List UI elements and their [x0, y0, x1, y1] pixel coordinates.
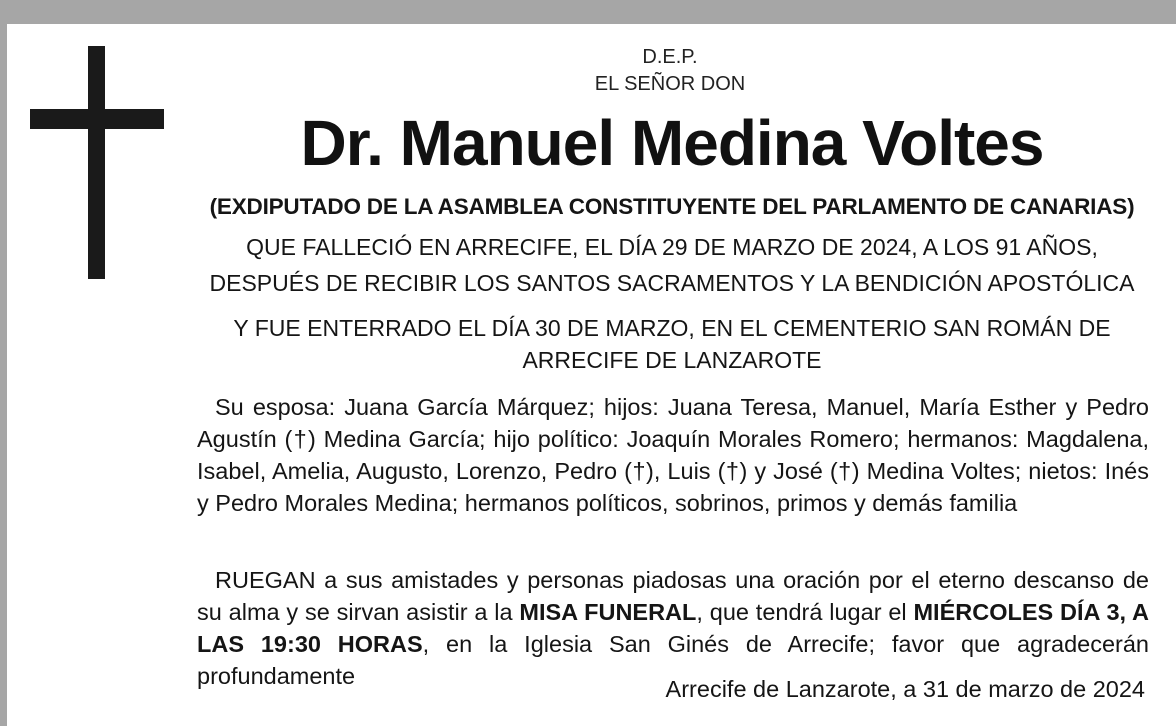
misa-funeral-label: MISA FUNERAL: [519, 599, 697, 625]
burial-line-1: Y FUE ENTERRADO EL DÍA 30 DE MARZO, EN EL CEMENTERIO SAN ROMÁN DE: [233, 315, 1111, 341]
title-line: EL SEÑOR DON: [594, 73, 746, 95]
burial-line-2: ARRECIFE DE LANZAROTE: [522, 347, 822, 373]
cross-horizontal-bar: [30, 109, 164, 129]
family-paragraph: Su esposa: Juana García Márquez; hijos: Juana Teresa, Manuel, María Esther y Pedro Agustín (†) Medina García; hijo político: Joaquín Morales Romero; hermanos: Magdalena, Isabel, Amelia, Augusto, Lorenzo, Pedro (†), Luis (†) y José (†) Medina Voltes; nietos: Inés y Pedro Morales Medina; hermanos políticos, sobrinos, primos y demás familia: [197, 394, 1149, 516]
death-announcement-line-1: QUE FALLECIÓ EN ARRECIFE, EL DÍA 29 DE MARZO DE 2024, A LOS 91 AÑOS,: [246, 234, 1098, 260]
left-border: [0, 24, 7, 726]
ruegan-text-1: RUEGAN a sus amistades y personas piadosas una oración por el eterno descanso de su alma y se sirvan asistir a la: [197, 567, 1149, 625]
death-announcement-line-2: DESPUÉS DE RECIBIR LOS SANTOS SACRAMENTOS Y LA BENDICIÓN APOSTÓLICA: [209, 270, 1135, 296]
cross-vertical-bar: [88, 46, 105, 279]
deceased-position: (EXDIPUTADO DE LA ASAMBLEA CONSTITUYENTE DEL PARLAMENTO DE CANARIAS): [209, 194, 1135, 219]
dep-heading: D.E.P.: [642, 46, 698, 68]
top-border: [0, 0, 1176, 24]
deceased-name: Dr. Manuel Medina Voltes: [300, 107, 1044, 179]
funeral-date-time: MIÉRCOLES DÍA 3, A LAS 19:30 HORAS: [197, 599, 1149, 657]
ruegan-text-3: , en la Iglesia San Ginés de Arrecife; favor que agradecerán profundamente: [197, 631, 1149, 689]
place-date-signoff: Arrecife de Lanzarote, a 31 de marzo de 2024: [665, 676, 1145, 702]
ruegan-text-2: , que tendrá lugar el: [696, 599, 914, 625]
